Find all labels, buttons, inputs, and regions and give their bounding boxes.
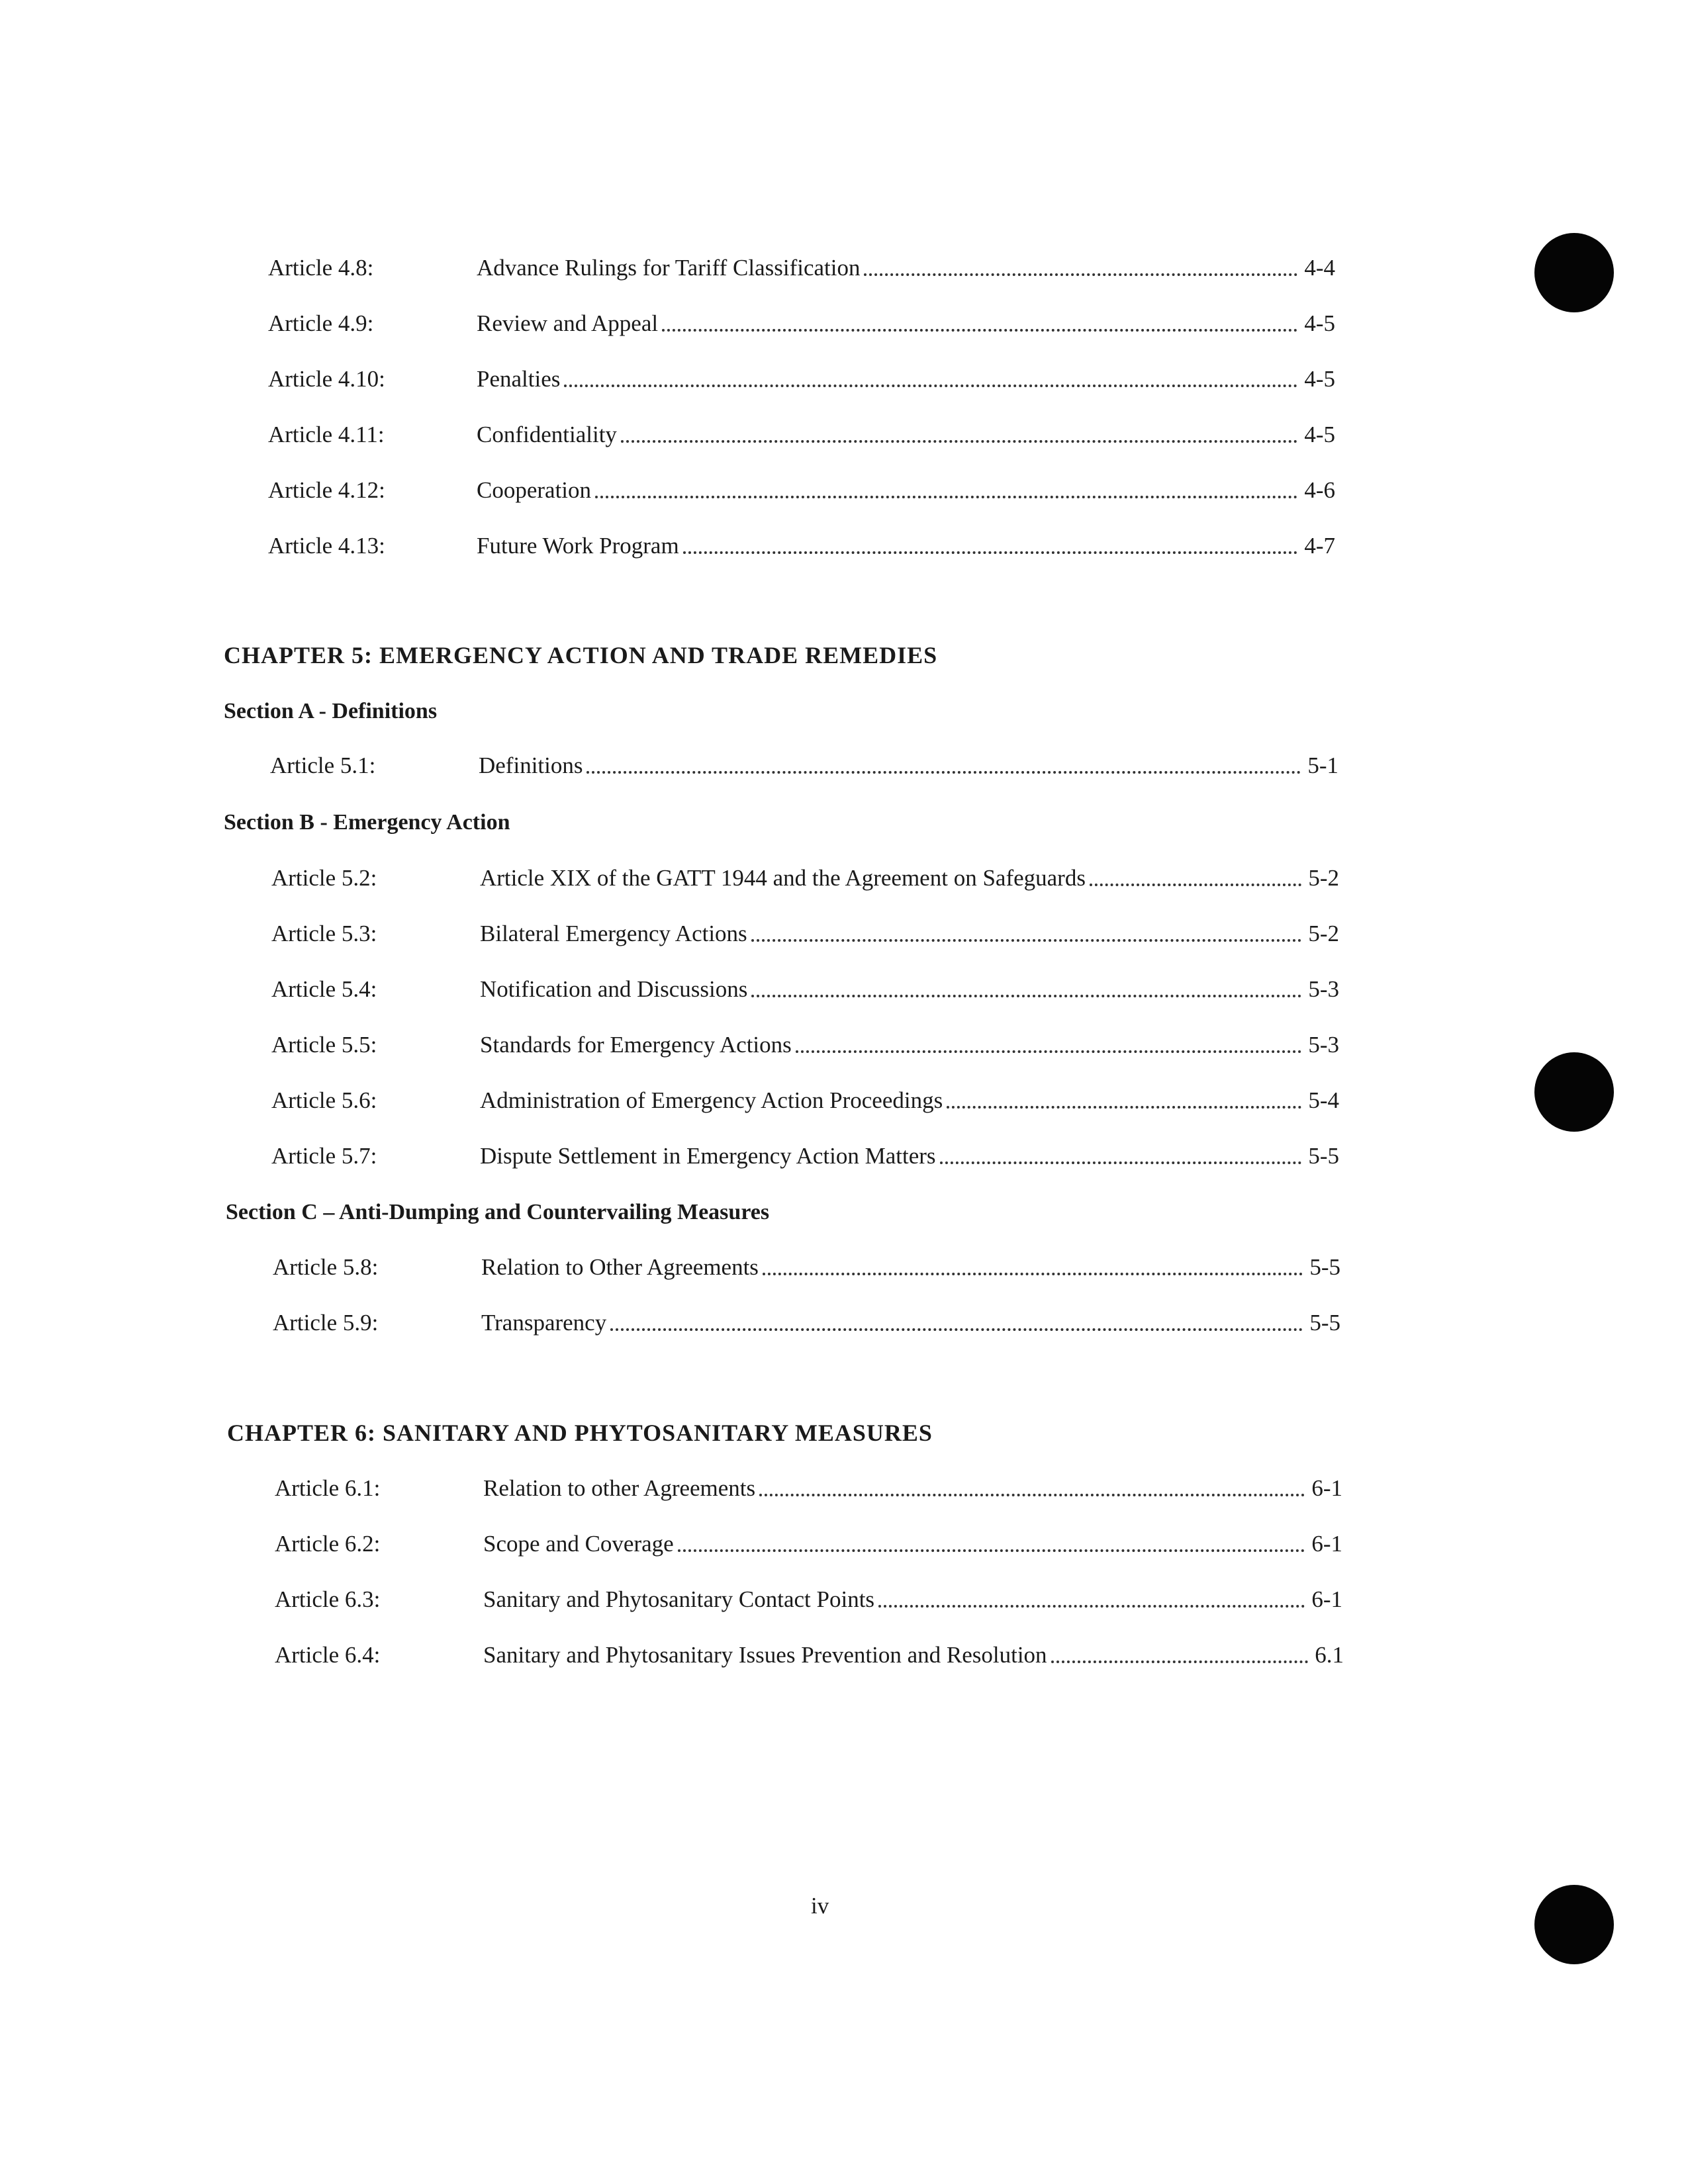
dot-leader <box>759 1493 1305 1496</box>
toc-row-article-4-9[interactable] <box>268 307 1335 340</box>
article-label: Article 4.11: <box>268 422 385 447</box>
punch-hole-middle <box>1534 1052 1614 1132</box>
page-number: 4-4 <box>1304 255 1335 281</box>
article-label: Article 5.8: <box>273 1254 379 1280</box>
article-title: Future Work Program <box>477 533 679 559</box>
dot-leader <box>947 1105 1301 1109</box>
article-label: Article 6.4: <box>275 1642 381 1668</box>
page-number: 6-1 <box>1311 1475 1342 1501</box>
dot-leader <box>878 1604 1305 1608</box>
toc-row-article-5-9[interactable] <box>273 1306 1340 1340</box>
section-c-heading: Section C – Anti-Dumping and Countervailing Measures <box>226 1200 770 1224</box>
dot-leader <box>683 551 1298 554</box>
toc-row-article-5-4[interactable] <box>271 973 1339 1006</box>
toc-row-article-4-10[interactable] <box>268 363 1335 396</box>
article-title: Penalties <box>477 366 561 392</box>
punch-hole-bottom <box>1534 1885 1614 1964</box>
toc-row-article-5-6[interactable] <box>271 1084 1339 1117</box>
toc-row-article-6-1[interactable] <box>275 1472 1342 1505</box>
dot-leader <box>595 495 1297 498</box>
dot-leader <box>864 273 1297 276</box>
page-number: 5-5 <box>1309 1310 1340 1336</box>
article-label: Article 6.3: <box>275 1586 381 1612</box>
chapter-5-heading: CHAPTER 5: EMERGENCY ACTION AND TRADE REMEDIES <box>224 642 938 668</box>
article-title: Relation to other Agreements <box>483 1475 756 1501</box>
article-label: Article 5.9: <box>273 1310 379 1336</box>
dot-leader <box>662 328 1297 332</box>
dot-leader <box>763 1272 1303 1275</box>
toc-row-article-6-4[interactable] <box>275 1639 1344 1672</box>
page-number: 5-3 <box>1308 976 1339 1002</box>
dot-leader <box>751 994 1301 997</box>
page-number: 5-3 <box>1308 1032 1339 1058</box>
footer-page-number: iv <box>811 1893 829 1919</box>
dot-leader <box>610 1328 1303 1331</box>
section-b-heading: Section B - Emergency Action <box>224 810 510 835</box>
dot-leader <box>751 938 1302 942</box>
dot-leader <box>621 439 1297 443</box>
page-number: 5-1 <box>1307 752 1338 778</box>
page-number: 4-5 <box>1304 310 1335 336</box>
article-label: Article 4.9: <box>268 310 374 336</box>
article-label: Article 4.12: <box>268 477 385 503</box>
toc-row-article-6-2[interactable] <box>275 1527 1342 1561</box>
page-number: 5-5 <box>1309 1254 1340 1280</box>
article-title: Transparency <box>481 1310 607 1336</box>
toc-row-article-5-7[interactable] <box>271 1140 1339 1173</box>
article-title: Dispute Settlement in Emergency Action Matters <box>480 1143 936 1169</box>
page-number: 5-2 <box>1308 865 1339 891</box>
page-number: 4-6 <box>1304 477 1335 503</box>
toc-row-article-5-8[interactable] <box>273 1251 1340 1284</box>
dot-leader <box>940 1161 1302 1164</box>
section-a-heading: Section A - Definitions <box>224 699 438 723</box>
article-label: Article 5.6: <box>271 1087 377 1113</box>
article-label: Article 5.1: <box>270 752 376 778</box>
article-label: Article 6.1: <box>275 1475 381 1501</box>
article-label: Article 4.10: <box>268 366 385 392</box>
article-title: Relation to Other Agreements <box>481 1254 759 1280</box>
toc-row-article-4-13[interactable] <box>268 529 1335 563</box>
page-number: 5-5 <box>1308 1143 1339 1169</box>
article-title: Notification and Discussions <box>480 976 748 1002</box>
page-number: 5-2 <box>1308 921 1339 946</box>
article-label: Article 6.2: <box>275 1531 381 1557</box>
dot-leader <box>586 770 1301 774</box>
article-title: Administration of Emergency Action Proceedings <box>480 1087 943 1113</box>
article-title: Review and Appeal <box>477 310 659 336</box>
article-title: Advance Rulings for Tariff Classification <box>477 255 861 281</box>
article-label: Article 5.5: <box>271 1032 377 1058</box>
dot-leader <box>1051 1660 1309 1663</box>
toc-row-article-5-1[interactable] <box>270 749 1338 782</box>
article-title: Sanitary and Phytosanitary Contact Points <box>483 1586 875 1612</box>
toc-row-article-6-3[interactable] <box>275 1583 1342 1616</box>
article-title: Confidentiality <box>477 422 617 447</box>
dot-leader <box>678 1549 1305 1552</box>
page-number: 4-5 <box>1304 366 1335 392</box>
article-label: Article 5.2: <box>271 865 377 891</box>
article-label: Article 5.4: <box>271 976 377 1002</box>
toc-row-article-5-2[interactable] <box>271 862 1339 895</box>
article-title: Standards for Emergency Actions <box>480 1032 792 1058</box>
article-title: Sanitary and Phytosanitary Issues Prevention and Resolution <box>483 1642 1047 1668</box>
article-title: Scope and Coverage <box>483 1531 674 1557</box>
dot-leader <box>1090 883 1301 886</box>
toc-row-article-4-12[interactable] <box>268 474 1335 507</box>
article-title: Definitions <box>479 752 583 778</box>
dot-leader <box>796 1050 1302 1053</box>
article-title: Article XIX of the GATT 1944 and the Agreement on Safeguards <box>480 865 1086 891</box>
article-label: Article 4.8: <box>268 255 374 281</box>
page-number: 5-4 <box>1308 1087 1339 1113</box>
page-number: 6-1 <box>1311 1586 1342 1612</box>
dot-leader <box>564 384 1297 387</box>
article-title: Cooperation <box>477 477 592 503</box>
toc-row-article-5-5[interactable] <box>271 1028 1339 1062</box>
article-label: Article 4.13: <box>268 533 385 559</box>
chapter-6-heading: CHAPTER 6: SANITARY AND PHYTOSANITARY MEASURES <box>227 1420 933 1446</box>
page-number: 6-1 <box>1311 1531 1342 1557</box>
page-number: 6.1 <box>1315 1642 1344 1668</box>
page-number: 4-5 <box>1304 422 1335 447</box>
article-label: Article 5.3: <box>271 921 377 946</box>
toc-row-article-4-11[interactable] <box>268 418 1335 451</box>
toc-row-article-5-3[interactable] <box>271 917 1339 950</box>
article-label: Article 5.7: <box>271 1143 377 1169</box>
article-title: Bilateral Emergency Actions <box>480 921 747 946</box>
punch-hole-top <box>1534 233 1614 312</box>
toc-row-article-4-8[interactable] <box>268 251 1335 285</box>
page-number: 4-7 <box>1304 533 1335 559</box>
